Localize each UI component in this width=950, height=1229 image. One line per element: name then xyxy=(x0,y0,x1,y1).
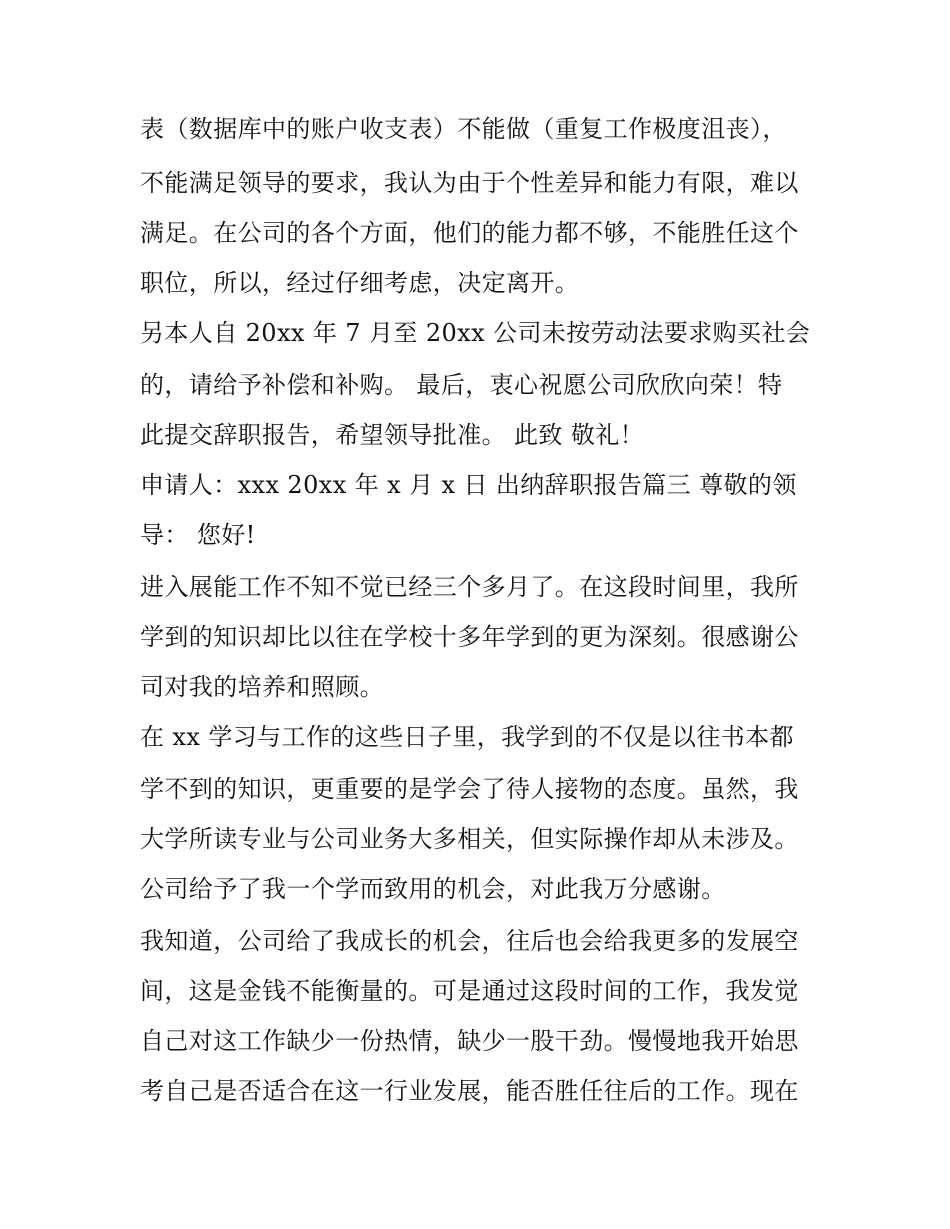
text-line: 另本人自 20xx 年 7 月至 20xx 公司未按劳动法要求购买社会 xyxy=(140,319,811,347)
text-line: 不能满足领导的要求，我认为由于个性差异和能力有限，难以 xyxy=(140,169,799,197)
text-line: 进入展能工作不知不觉已经三个多月了。在这段时间里，我所 xyxy=(140,573,799,601)
text-line: 大学所读专业与公司业务大多相关，但实际操作却从未涉及。 xyxy=(140,825,799,853)
text-line: 我知道，公司给了我成长的机会，往后也会给我更多的发展空 xyxy=(140,927,799,955)
text-line: 职位，所以，经过仔细考虑，决定离开。 xyxy=(140,269,580,297)
text-line: 公司给予了我一个学而致用的机会，对此我万分感谢。 xyxy=(140,875,726,903)
text-line: 在 xx 学习与工作的这些日子里，我学到的不仅是以往书本都 xyxy=(140,723,794,751)
text-line: 表（数据库中的账户收支表）不能做（重复工作极度沮丧）， xyxy=(140,115,787,143)
text-line: 满足。在公司的各个方面，他们的能力都不够，不能胜任这个 xyxy=(140,219,799,247)
text-line: 自己对这工作缺少一份热情，缺少一股干劲。慢慢地我开始思 xyxy=(140,1027,799,1055)
text-line: 申请人：xxx 20xx 年 x 月 x 日 出纳辞职报告篇三 尊敬的领 xyxy=(140,471,797,499)
text-line: 考自己是否适合在这一行业发展，能否胜任往后的工作。现在 xyxy=(140,1077,799,1105)
text-line: 司对我的培养和照顾。 xyxy=(140,673,384,701)
text-line: 的，请给予补偿和补购。 最后，衷心祝愿公司欣欣向荣！特 xyxy=(140,371,783,399)
text-line: 间，这是金钱不能衡量的。可是通过这段时间的工作，我发觉 xyxy=(140,977,799,1005)
text-line: 导： 您好! xyxy=(140,521,256,549)
text-line: 学到的知识却比以往在学校十多年学到的更为深刻。很感谢公 xyxy=(140,623,799,651)
text-line: 学不到的知识，更重要的是学会了待人接物的态度。虽然，我 xyxy=(140,775,799,803)
text-line: 此提交辞职报告，希望领导批准。 此致 敬礼！ xyxy=(140,421,645,449)
